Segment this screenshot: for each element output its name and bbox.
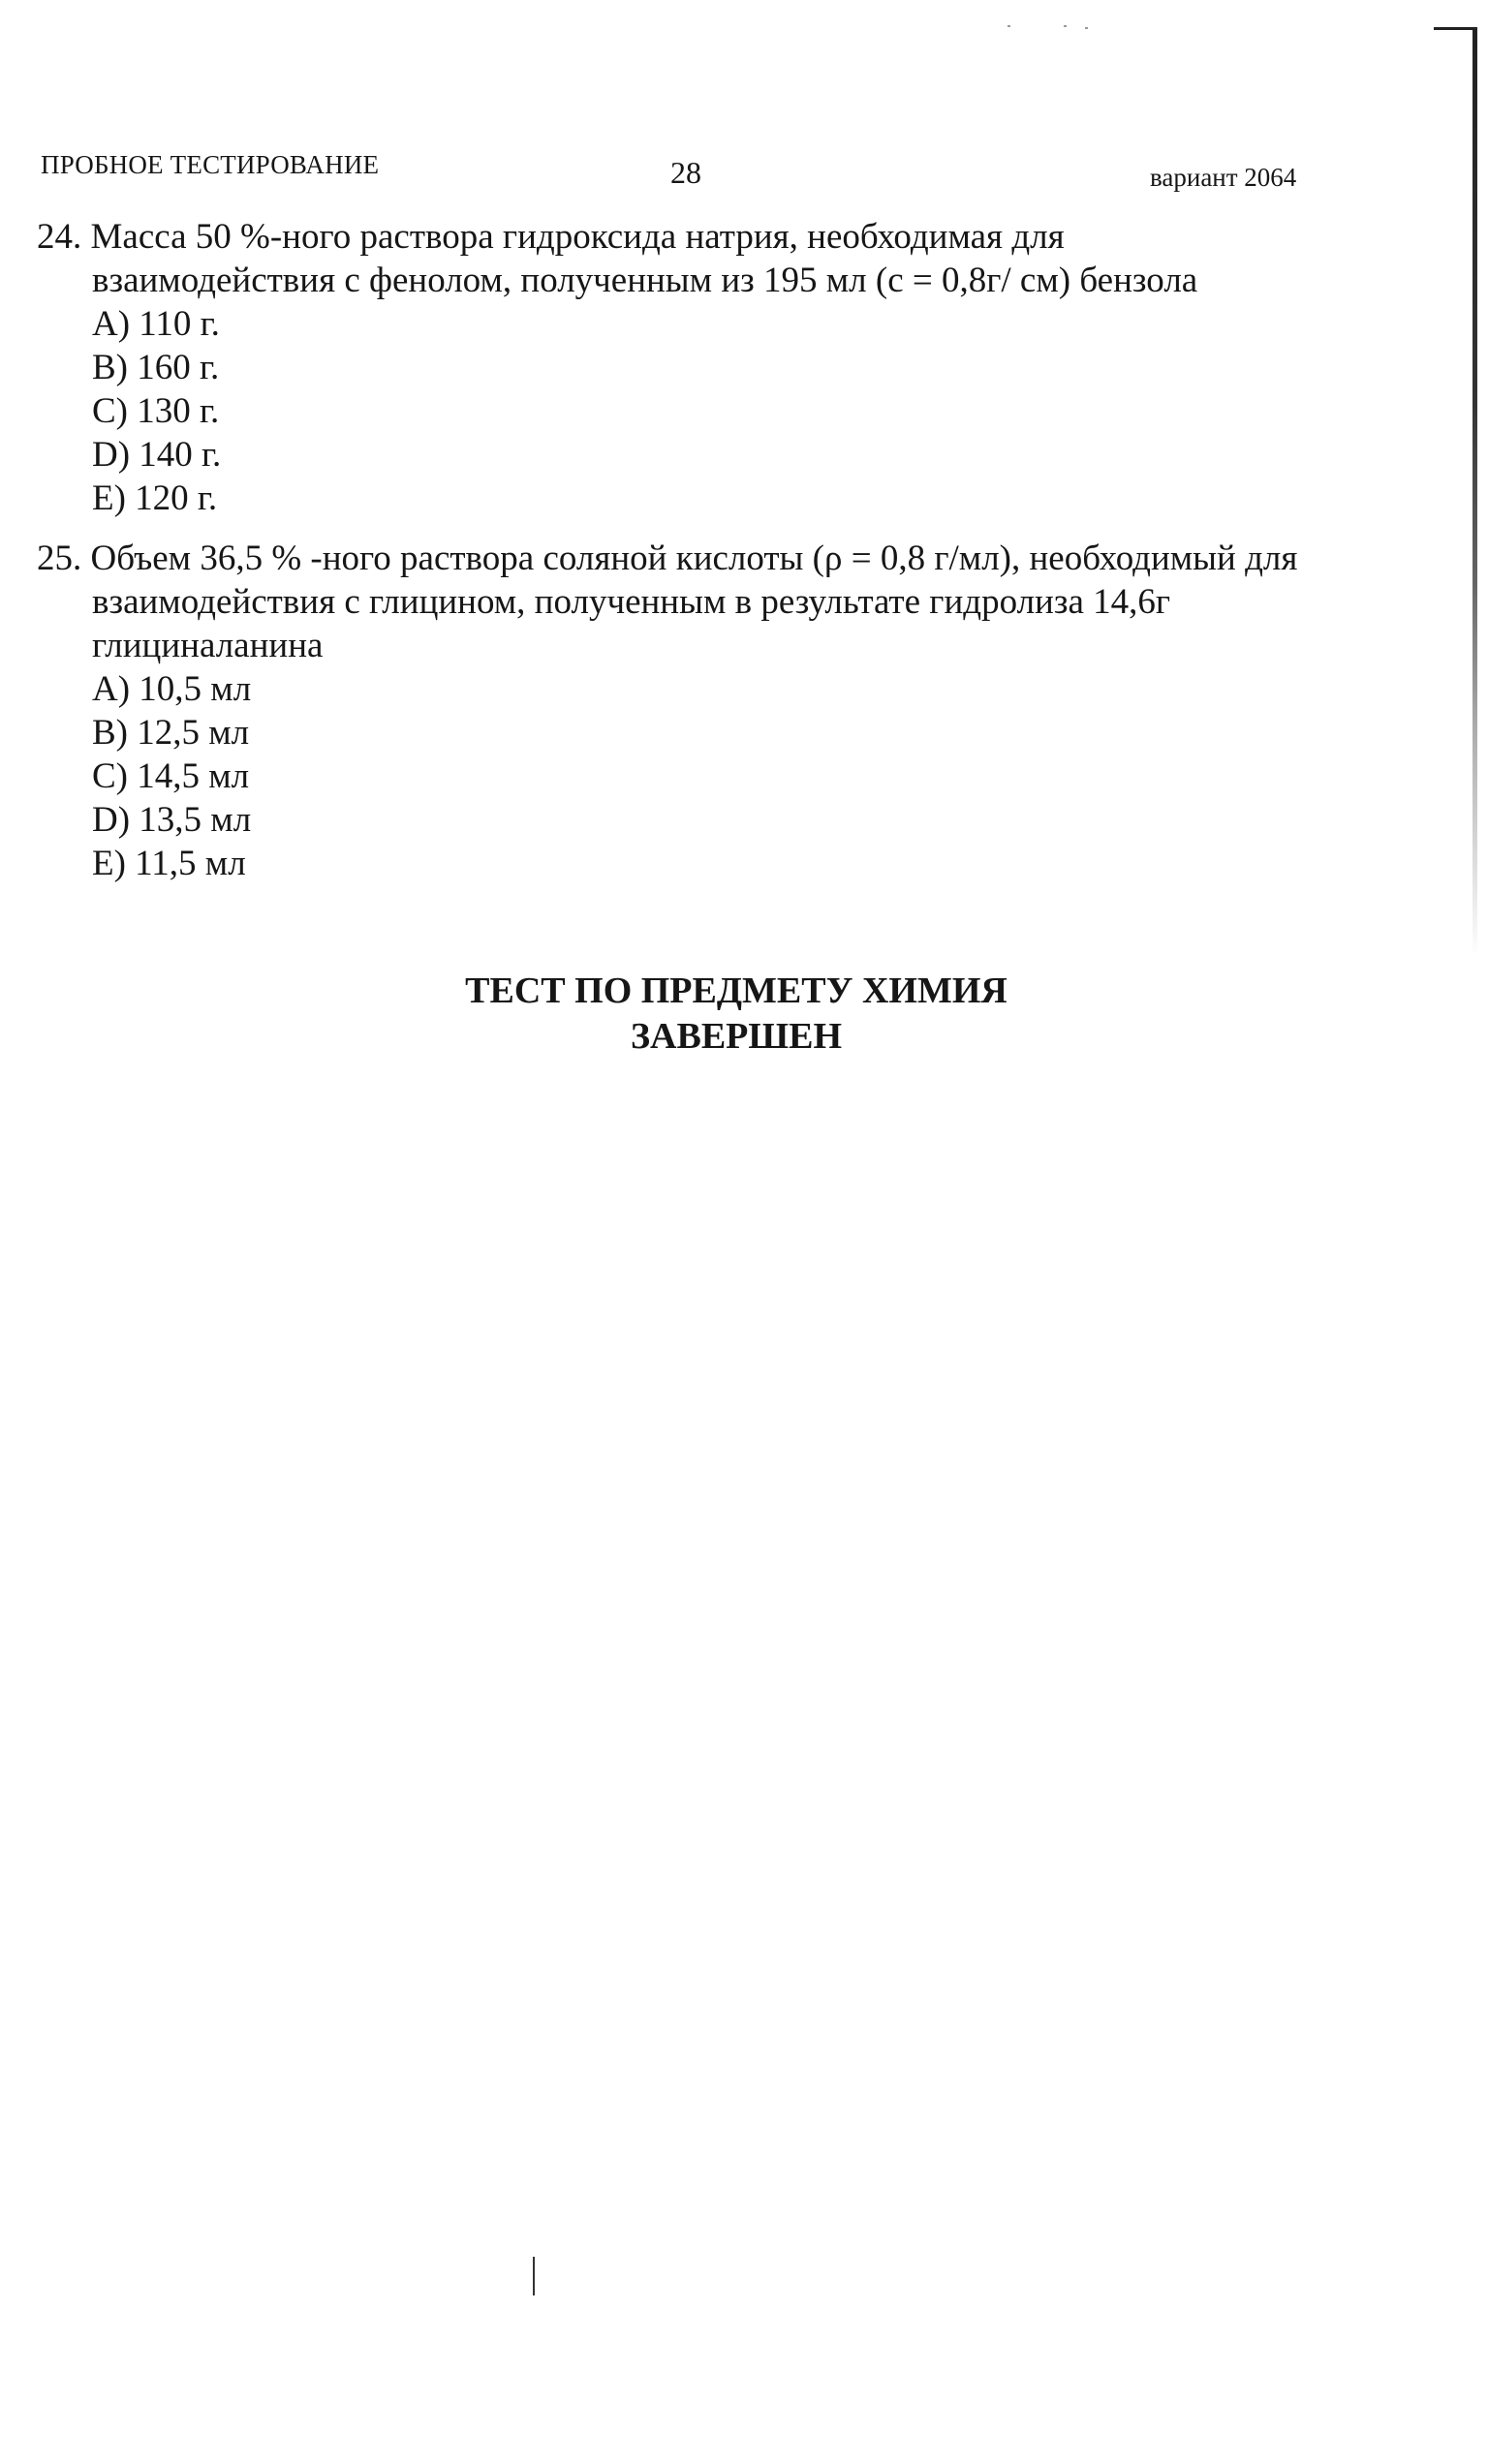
answer-options — [37, 302, 1393, 520]
test-complete-line-1: ТЕСТ ПО ПРЕДМЕТУ ХИМИЯ — [465, 970, 1008, 1011]
question-24 — [37, 215, 1393, 520]
answer-option-a: A) 110 г. — [92, 304, 220, 344]
question-text-continued: взаимодействия с фенолом, полученным из 195 мл (с = 0,8г/ см) бензола — [92, 261, 1198, 300]
question-number: 25. — [37, 539, 82, 578]
question-text: Масса 50 %-ного раствора гидроксида натрия, необходимая для — [90, 217, 1065, 257]
scan-speck — [1064, 25, 1067, 27]
answer-option-b: B) 160 г. — [92, 348, 220, 387]
question-text-continued: глициналанина — [92, 626, 324, 665]
question-25 — [37, 537, 1393, 885]
answer-option-b: B) 12,5 мл — [92, 713, 250, 753]
answer-option-c: C) 130 г. — [92, 391, 220, 431]
question-first-line — [37, 215, 1393, 259]
question-text: Объем 36,5 % -ного раствора соляной кислоты (ρ = 0,8 г/мл), необходимый для — [90, 539, 1298, 578]
scan-edge-shadow — [1472, 27, 1477, 957]
answer-option-a: A) 10,5 мл — [92, 669, 252, 709]
header-title: ПРОБНОЕ ТЕСТИРОВАНИЕ — [41, 150, 380, 179]
answer-option-c: C) 14,5 мл — [92, 756, 250, 796]
test-complete-line-2: ЗАВЕРШЕН — [630, 1016, 843, 1057]
answer-option-e: E) 11,5 мл — [92, 844, 246, 883]
answer-option-d: D) 13,5 мл — [92, 800, 252, 840]
question-text-continued: взаимодействия с глицином, полученным в результате гидролиза 14,6г — [92, 582, 1171, 622]
question-number: 24. — [37, 217, 82, 257]
answer-options — [37, 667, 1393, 885]
scan-speck — [533, 2257, 535, 2295]
scan-speck — [1008, 25, 1010, 27]
scan-speck — [1085, 27, 1088, 29]
scan-edge-corner — [1434, 27, 1474, 30]
variant-label: вариант 2064 — [1150, 163, 1297, 192]
answer-option-d: D) 140 г. — [92, 435, 222, 475]
question-first-line — [37, 537, 1393, 580]
test-complete-notice — [0, 969, 1472, 1060]
answer-option-e: E) 120 г. — [92, 478, 218, 518]
page-number: 28 — [670, 155, 701, 190]
